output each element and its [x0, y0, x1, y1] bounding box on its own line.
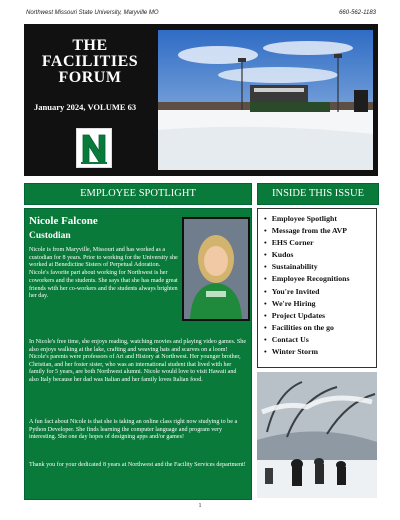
inside-this-issue-heading: INSIDE THIS ISSUE	[257, 183, 379, 205]
page-number: 1	[198, 503, 202, 509]
table-of-contents	[257, 208, 377, 368]
university-address: Northwest Missouri State University, Maryville MO	[26, 10, 159, 16]
toc-item[interactable]: • Winter Storm	[264, 346, 376, 358]
employee-spotlight-heading: EMPLOYEE SPOTLIGHT	[24, 183, 252, 205]
masthead-title: THE FACILITIES FORUM	[41, 37, 139, 86]
phone-number: 660-562-1183	[339, 10, 376, 16]
toc-item[interactable]: • EHS Corner	[264, 237, 376, 249]
employee-portrait-photo	[182, 217, 250, 321]
top-info-line	[26, 10, 376, 20]
spotlight-paragraph-2: In Nicole's free time, she enjoys reading, watching movies and playing video games. She also enjoys walking at the lake, crafting and weaving hats and scarves on a loom! Nicole's parents were professors of Art and History at Northwest. Her younger brother, Christian, and her foster sister, who was an international student that lived with her family for 5 years, are both Northwest alumni. Nicole would love to visit Hawaii and also Italy because her dad was Italian and her family loves Italian food.	[29, 339, 247, 383]
toc-item[interactable]: • We're Hiring	[264, 298, 376, 310]
winter-campus-photo	[257, 372, 377, 498]
spotlight-paragraph-1: Nicole is from Maryville, Missouri and has worked as a custodian for 8 years. Prior to working for the University she worked at Benedictine Sisters of Perpetual Adoration. Nicole's favorite part about working for Northwest is her coworkers and the students. She says that she has made great friends with her co-workers and the students always brighten her day.	[29, 247, 178, 300]
spotlight-paragraph-3: A fun fact about Nicole is that she is taking an online class right now studying to be a Python Developer. She finds learning the computer language and program very interesting. She one day hopes of designing apps and/or games!	[29, 419, 238, 441]
stadium-snow-photo	[158, 30, 373, 170]
university-logo-icon	[76, 128, 112, 168]
employee-name: Nicole Falcone	[29, 215, 98, 227]
toc-item[interactable]: • Employee Spotlight	[264, 213, 376, 225]
toc-item[interactable]: • Kudos	[264, 249, 376, 261]
issue-date: January 2024, VOLUME 63	[34, 102, 137, 112]
spotlight-paragraph-4: Thank you for your dedicated 8 years at Northwest and the Facility Services department!	[29, 462, 246, 468]
toc-item[interactable]: • Project Updates	[264, 310, 376, 322]
employee-spotlight-box	[24, 208, 252, 500]
toc-item[interactable]: • Contact Us	[264, 334, 376, 346]
employee-role: Custodian	[29, 231, 71, 241]
toc-item[interactable]: • Facilities on the go	[264, 322, 376, 334]
toc-item[interactable]: • You're Invited	[264, 286, 376, 298]
newsletter-header	[24, 24, 378, 176]
toc-item[interactable]: • Message from the AVP	[264, 225, 376, 237]
toc-item[interactable]: • Sustainability	[264, 261, 376, 273]
toc-item[interactable]: • Employee Recognitions	[264, 273, 376, 285]
